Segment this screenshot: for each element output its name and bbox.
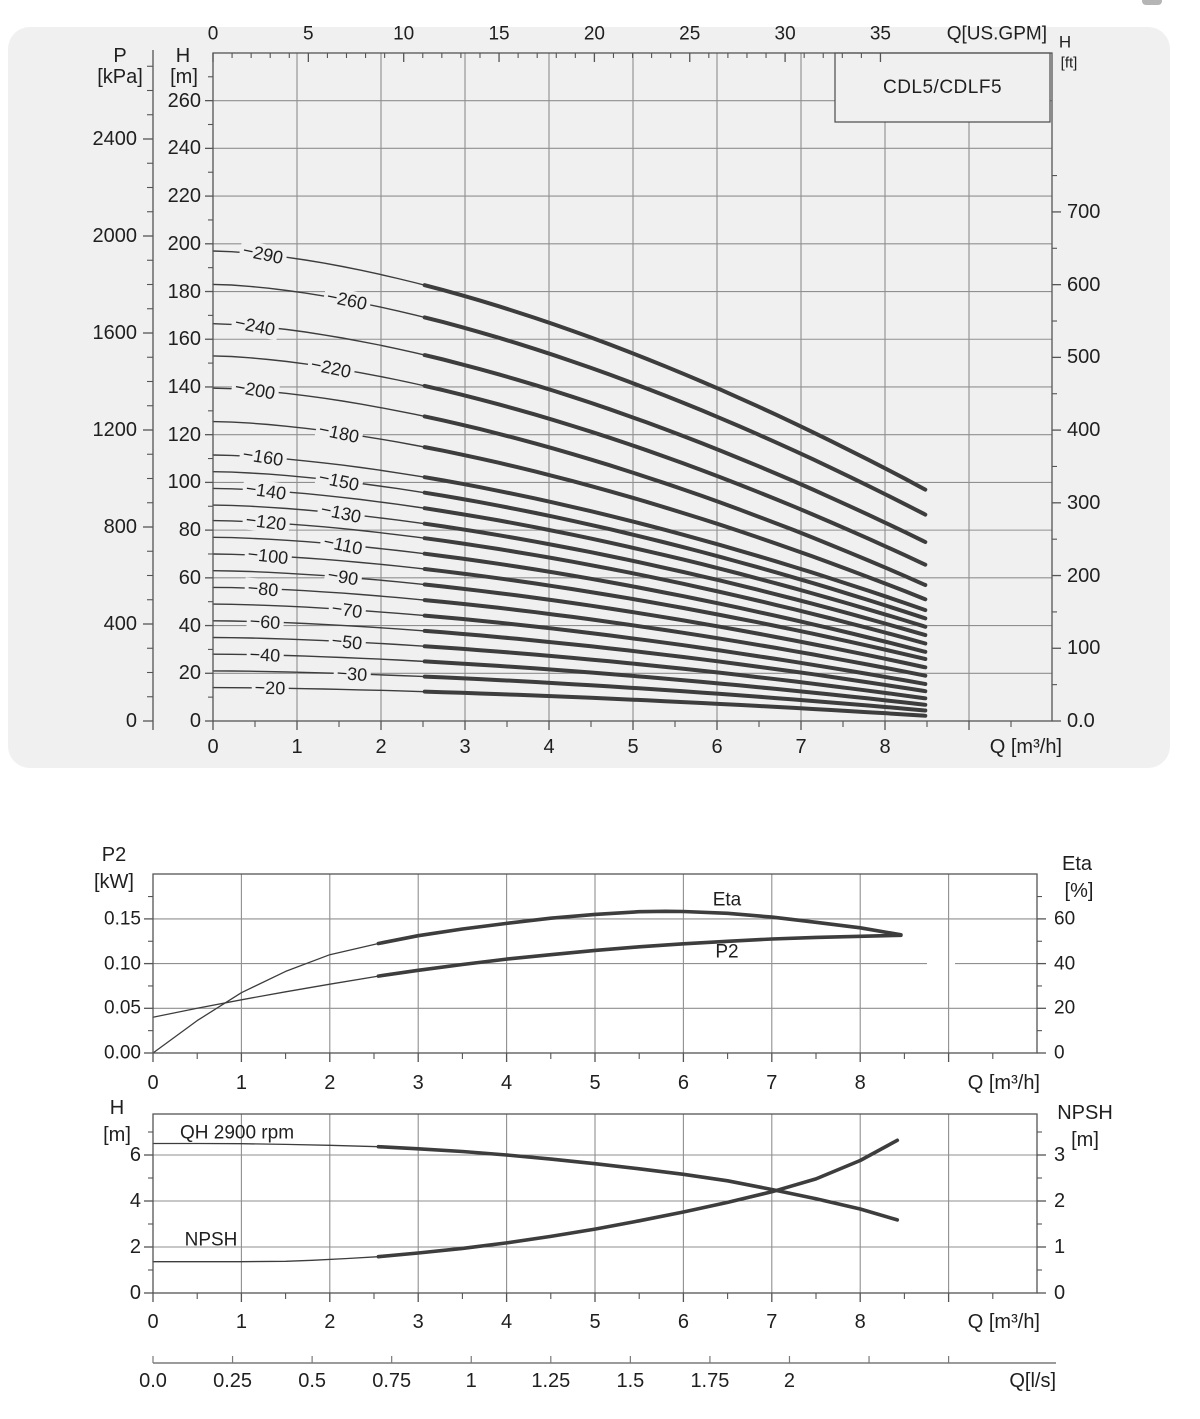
gpm-tick-label: 0 [207, 23, 219, 45]
q-ls-title: Q[l/s] [1009, 1370, 1056, 1392]
p2-axis-title-1: P2 [101, 844, 127, 866]
q-m3h-tick-label: 7 [766, 1311, 778, 1333]
h-m-tick-label: 2 [129, 1236, 141, 1258]
q-m3h-tick-label: 4 [543, 736, 555, 758]
gpm-tick-label: 30 [774, 23, 796, 45]
q-m3h-tick-label: 6 [677, 1072, 689, 1094]
h-m-tick-label: 0 [129, 1282, 141, 1304]
curve-label: −290 [239, 240, 289, 269]
q-m3h-tick-label: 0 [207, 736, 219, 758]
q-m3h-title-bot: Q [m³/h] [967, 1311, 1040, 1333]
curve-label: −200 [230, 376, 279, 404]
curve-label: −30 [333, 662, 371, 685]
npsh-m-tick-label: 1 [1054, 1236, 1066, 1258]
h-m-tick-label: 140 [167, 375, 201, 398]
h-m-tick-label: 220 [167, 185, 201, 208]
gpm-tick-label: 20 [583, 23, 605, 45]
curve-label: −80 [244, 577, 282, 600]
curve-label: −50 [328, 630, 367, 654]
curve-label: −240 [230, 312, 280, 341]
h-m-tick-label: 240 [167, 137, 201, 160]
curve-label: −180 [314, 418, 364, 447]
hm-axis-title-1: H [175, 45, 191, 67]
q-m3h-tick-label: 3 [412, 1072, 424, 1094]
h3-axis-title-1: H [109, 1097, 125, 1119]
p2-kw-tick-label: 0.05 [104, 997, 141, 1019]
curve-label: −40 [246, 644, 284, 666]
p2-kw-tick-label: 0.10 [104, 953, 141, 975]
q-ls-tick-label: 1 [465, 1370, 477, 1392]
h-m-tick-label: 160 [167, 328, 201, 351]
h-m-tick-label: 260 [167, 89, 201, 112]
eta-axis-title-1: Eta [1061, 853, 1093, 875]
h-m-tick-label: 6 [129, 1144, 141, 1166]
q-m3h-tick-label: 3 [412, 1311, 424, 1333]
q-m3h-tick-label: 3 [459, 736, 471, 758]
q-m3h-tick-label: 7 [766, 1072, 778, 1094]
q-m3h-tick-label: 4 [501, 1311, 513, 1333]
curve-label: −120 [242, 510, 291, 536]
h-ft-tick-label: 200 [1067, 564, 1101, 587]
q-m3h-tick-label: 7 [795, 736, 807, 758]
curve-label: −150 [314, 466, 364, 495]
q-m3h-tick-label: 8 [854, 1311, 866, 1333]
gpm-tick-label: 15 [488, 23, 510, 45]
q-m3h-tick-label: 2 [324, 1072, 336, 1094]
curve-label: −110 [319, 530, 367, 559]
h-ft-tick-label: 300 [1067, 491, 1101, 514]
q-m3h-tick-label: 5 [589, 1311, 601, 1333]
q-ls-tick-label: 1.25 [531, 1370, 571, 1392]
eta-axis-title-2: [%] [1064, 880, 1094, 902]
q-ls-tick-label: 1.5 [616, 1370, 645, 1392]
q-ls-tick-label: 2 [783, 1370, 796, 1392]
p-kpa-tick-label: 1200 [92, 419, 137, 441]
curve-label: −260 [323, 286, 373, 315]
curve-label: −130 [316, 499, 366, 528]
p-kpa-tick-label: 0 [125, 710, 137, 732]
eta-pct-tick-label: 40 [1054, 953, 1076, 975]
eta-pct-tick-label: 0 [1054, 1042, 1065, 1064]
h-ft-tick-label: 100 [1067, 637, 1101, 660]
gpm-tick-label: 10 [393, 23, 415, 45]
npsh-m-tick-label: 2 [1054, 1190, 1066, 1212]
p2-curve-label: P2 [715, 941, 739, 963]
h-m-tick-label: 60 [178, 566, 201, 589]
h-ft-tick-label: 600 [1067, 273, 1101, 296]
curve-label: −220 [306, 353, 356, 382]
npsh-axis-title-2: [m] [1071, 1129, 1099, 1151]
hft-axis-title-2: [ft] [1060, 54, 1078, 72]
eta-pct-tick-label: 20 [1054, 997, 1076, 1019]
q-m3h-tick-label: 2 [375, 736, 387, 758]
curve-label: −70 [328, 597, 367, 622]
p-kpa-tick-label: 400 [103, 613, 137, 635]
h-m-tick-label: 120 [167, 423, 201, 446]
hm-axis-title-2: [m] [170, 66, 198, 88]
h-ft-tick-label: 700 [1067, 200, 1101, 223]
q-m3h-title-mid: Q [m³/h] [967, 1072, 1040, 1094]
eta-curve-label: Eta [712, 889, 742, 911]
curve-label: −140 [241, 477, 290, 503]
npsh-m-tick-label: 3 [1054, 1144, 1066, 1166]
q-m3h-tick-label: 2 [324, 1311, 336, 1333]
q-m3h-tick-label: 1 [235, 1072, 247, 1094]
npsh-curve-label: NPSH [184, 1229, 238, 1251]
gpm-tick-label: 35 [869, 23, 892, 45]
q-ls-tick-label: 0.25 [213, 1370, 253, 1392]
curve-label: −60 [246, 611, 284, 634]
q-m3h-tick-label: 6 [711, 736, 723, 758]
h-m-tick-label: 20 [178, 662, 201, 685]
p-axis-title-1: P [113, 45, 127, 67]
q-m3h-tick-label: 6 [677, 1311, 689, 1333]
curve-label: −100 [243, 543, 291, 568]
q-ls-tick-label: 0.0 [139, 1370, 167, 1392]
curve-label: −90 [323, 564, 362, 590]
gpm-axis-title: Q[US.GPM] [946, 23, 1047, 45]
q-ls-tick-label: 0.5 [298, 1370, 327, 1392]
npsh-m-tick-label: 0 [1054, 1282, 1066, 1304]
npsh-axis-title-1: NPSH [1057, 1102, 1113, 1124]
h-m-tick-label: 100 [167, 471, 201, 494]
h-m-tick-label: 180 [167, 280, 201, 303]
q-m3h-tick-label: 1 [291, 736, 303, 758]
q-m3h-tick-label: 8 [879, 736, 891, 758]
q-ls-tick-label: 0.75 [372, 1370, 412, 1392]
curve-label: −160 [239, 444, 288, 471]
q-m3h-tick-label: 0 [147, 1311, 159, 1333]
h-m-tick-label: 4 [129, 1190, 141, 1212]
qh-curve-label: QH 2900 rpm [179, 1122, 295, 1144]
gpm-tick-label: 5 [303, 23, 314, 45]
eta-pct-tick-label: 60 [1054, 908, 1076, 930]
gpm-tick-label: 25 [679, 23, 701, 45]
p-kpa-tick-label: 2000 [92, 225, 137, 247]
p2-kw-tick-label: 0.15 [104, 908, 141, 930]
p2-kw-tick-label: 0.00 [104, 1042, 141, 1064]
h3-axis-title-2: [m] [103, 1124, 131, 1146]
h-m-tick-label: 80 [178, 519, 201, 542]
curve-label: −20 [252, 678, 289, 699]
p-kpa-tick-label: 1600 [92, 322, 137, 344]
q-m3h-tick-label: 4 [501, 1072, 513, 1094]
q-m3h-tick-label: 5 [589, 1072, 601, 1094]
p-kpa-tick-label: 800 [103, 516, 137, 538]
q-m3h-tick-label: 8 [854, 1072, 866, 1094]
q-ls-tick-label: 1.75 [690, 1370, 730, 1392]
h-ft-tick-label: 500 [1067, 346, 1101, 369]
h-ft-tick-label: 0.0 [1067, 710, 1095, 732]
pump-model-badge: CDL5/CDLF5 [882, 76, 1003, 98]
h-m-tick-label: 40 [178, 614, 201, 637]
q-m3h-tick-label: 0 [147, 1072, 159, 1094]
p-axis-title-2: [kPa] [97, 66, 143, 88]
p-kpa-tick-label: 2400 [92, 128, 137, 150]
q-m3h-title-top: Q [m³/h] [989, 736, 1062, 758]
p2-axis-title-2: [kW] [94, 871, 134, 893]
h-ft-tick-label: 400 [1067, 419, 1101, 442]
h-m-tick-label: 200 [167, 232, 201, 255]
h-m-tick-label: 0 [189, 710, 201, 732]
q-m3h-tick-label: 1 [235, 1311, 247, 1333]
hft-axis-title-1: H [1058, 32, 1072, 52]
q-m3h-tick-label: 5 [627, 736, 639, 758]
